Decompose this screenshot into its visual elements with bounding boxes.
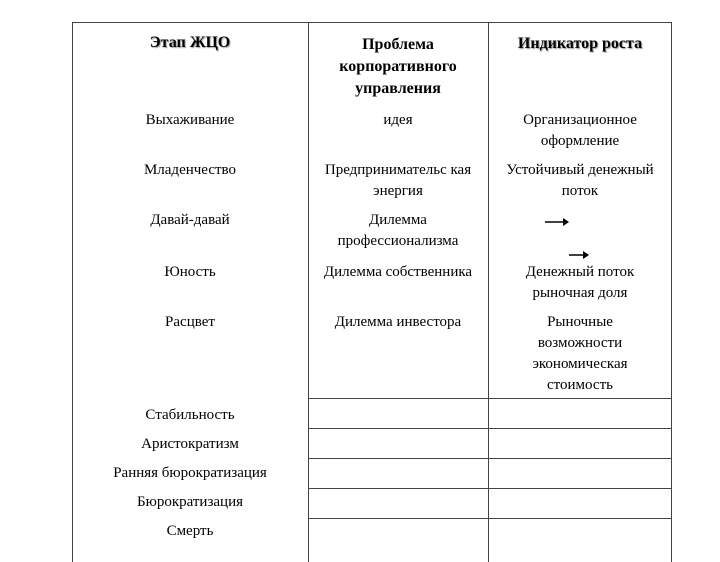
header-stage: Этап ЖЦО [149, 34, 231, 51]
indicator-cell: Денежный поток рыночная доля [525, 264, 635, 301]
indicator-cell: Рыночные возможности экономическая стоимость [532, 314, 628, 393]
stage-cell: Смерть [166, 523, 214, 539]
indicator-cell: Организационное оформление [523, 112, 637, 149]
table-border-right [671, 22, 672, 562]
row-divider [308, 518, 672, 519]
column-divider-2 [488, 22, 489, 562]
stage-cell: Аристократизм [141, 436, 239, 452]
arrow-right-icon [544, 216, 570, 228]
problem-cell: Дилемма профессионализма [337, 212, 459, 249]
row-divider [308, 458, 672, 459]
stage-cell: Давай-давай [150, 212, 230, 228]
stage-cell: Юность [164, 264, 216, 280]
problem-cell: Дилемма собственника [323, 264, 473, 280]
arrow-right-icon [568, 249, 590, 261]
stage-cell: Расцвет [165, 314, 215, 330]
row-divider [308, 488, 672, 489]
problem-cell: Дилемма инвестора [334, 314, 462, 330]
row-divider [308, 428, 672, 429]
indicator-cell: Устойчивый денежный поток [506, 162, 654, 199]
header-problem: Проблема корпоративного управления [339, 36, 457, 97]
stage-cell: Ранняя бюрократизация [113, 465, 267, 481]
problem-cell: Предпринимательс кая энергия [324, 162, 472, 199]
stage-cell: Стабильность [145, 407, 235, 423]
header-indicator: Индикатор роста [517, 35, 643, 52]
table-border-top [72, 22, 672, 23]
problem-cell: идея [383, 112, 413, 128]
stage-cell: Выхаживание [145, 112, 235, 128]
stage-cell: Бюрократизация [137, 494, 243, 510]
stage-cell: Младенчество [143, 162, 237, 178]
row-divider [308, 398, 672, 399]
column-divider-1 [308, 22, 309, 562]
life-cycle-table [72, 22, 672, 562]
